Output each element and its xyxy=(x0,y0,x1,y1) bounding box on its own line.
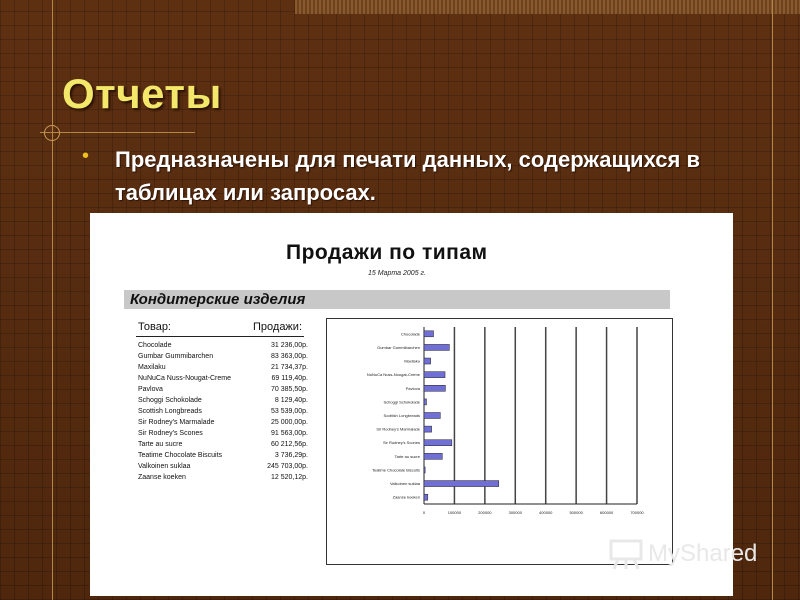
sales-value: 31 236,00р. xyxy=(271,342,308,349)
y-tick-label: Gumbar Gummibarchen xyxy=(377,344,420,350)
slide-title: Отчеты xyxy=(62,70,222,117)
chart-bar xyxy=(424,440,452,446)
bullet-icon: • xyxy=(82,145,90,167)
x-tick-label: 500000 xyxy=(569,510,583,515)
product-name: Chocolade xyxy=(138,342,172,349)
sales-value: 91 563,00р. xyxy=(271,430,308,437)
sales-value: 8 129,40р. xyxy=(274,397,308,404)
chart-bar xyxy=(424,385,445,391)
table-row xyxy=(138,395,308,406)
decorative-line xyxy=(40,132,195,133)
sales-bar-chart xyxy=(327,319,672,564)
chart-bar xyxy=(424,426,432,432)
table-row xyxy=(138,406,308,417)
sales-value: 53 539,00р. xyxy=(271,408,308,415)
sales-value: 70 385,50р. xyxy=(271,386,308,393)
decorative-top-strip xyxy=(295,0,800,14)
sales-value: 3 736,29р. xyxy=(274,452,308,459)
chart-bar xyxy=(424,399,426,405)
chart-bar xyxy=(424,453,442,459)
y-tick-label: Sir Rodney's Scones xyxy=(382,440,420,446)
x-tick-label: 700000 xyxy=(630,510,644,515)
chart-bar xyxy=(424,372,445,378)
y-tick-label: Schoggi Schokolade xyxy=(383,399,420,405)
sales-value: 25 000,00р. xyxy=(271,419,308,426)
category-label: Кондитерские изделия xyxy=(130,291,306,308)
product-name: Scottish Longbreads xyxy=(138,408,202,415)
product-name: Sir Rodney's Marmalade xyxy=(138,419,215,426)
table-row xyxy=(138,384,308,395)
category-header xyxy=(124,290,670,309)
product-name: Tarte au sucre xyxy=(138,441,183,448)
product-name: Pavlova xyxy=(138,386,163,393)
table-row xyxy=(138,417,308,428)
watermark xyxy=(608,537,758,576)
table-row xyxy=(138,461,308,472)
table-row xyxy=(138,373,308,384)
y-tick-label: Valkoinen suklaa xyxy=(390,481,420,487)
bullet-text: Предназначены для печати данных, содержащихся в таблицах или запросах. xyxy=(115,147,700,205)
y-tick-label: Sir Rodney's Marmalade xyxy=(376,426,420,432)
y-tick-label: NuNuCa Nuss-Nougat-Creme xyxy=(366,372,420,378)
decorative-circle xyxy=(44,125,60,141)
product-name: Teatime Chocolate Biscuits xyxy=(138,452,223,459)
presentation-board-icon xyxy=(608,537,644,571)
decorative-line xyxy=(52,0,53,600)
chart-bar xyxy=(424,413,440,419)
x-tick-label: 100000 xyxy=(447,510,462,515)
chart-bar xyxy=(424,494,428,500)
y-tick-label: Tarte au sucre xyxy=(394,453,420,459)
table-row xyxy=(138,450,308,461)
product-name: Zaanse koeken xyxy=(138,474,186,481)
table-row xyxy=(138,439,308,450)
y-tick-label: Pavlova xyxy=(405,385,420,391)
decorative-line xyxy=(772,0,773,600)
x-tick-label: 600000 xyxy=(599,510,614,515)
x-tick-label: 400000 xyxy=(539,510,553,515)
report-rows xyxy=(138,340,308,483)
sales-value: 69 119,40р. xyxy=(271,375,308,382)
y-tick-label: Scottish Longbreads xyxy=(383,413,420,418)
sales-value: 83 363,00р. xyxy=(271,353,308,360)
product-name: NuNuCa Nuss-Nougat-Creme xyxy=(138,375,231,382)
report-title: Продажи по типам xyxy=(286,241,488,264)
x-tick-label: 0 xyxy=(422,510,426,515)
sales-value: 60 212,56р. xyxy=(271,441,308,448)
table-row xyxy=(138,351,308,362)
product-name: Schoggi Schokolade xyxy=(138,397,202,404)
y-tick-label: Teatime Chocolate Biscuits xyxy=(371,467,420,473)
chart-bar xyxy=(424,331,434,337)
chart-bar xyxy=(424,467,425,473)
chart-bar xyxy=(424,481,499,487)
report-date: 15 Марта 2005 г. xyxy=(368,270,426,277)
watermark-text: MyShared xyxy=(648,540,758,567)
sales-value: 245 703,00р. xyxy=(267,463,308,470)
x-tick-label: 300000 xyxy=(508,510,522,515)
product-name: Maxilaku xyxy=(138,364,166,371)
header-divider xyxy=(136,336,304,337)
y-tick-label: Maxilaku xyxy=(404,358,420,364)
table-row xyxy=(138,340,308,351)
table-row xyxy=(138,428,308,439)
chart-frame xyxy=(326,318,673,565)
product-name: Valkoinen suklaa xyxy=(138,463,191,470)
chart-bar xyxy=(424,344,449,350)
y-tick-label: Chocolade xyxy=(400,331,420,337)
y-tick-label: Zaanse koeken xyxy=(392,494,420,500)
sales-value: 21 734,37р. xyxy=(271,364,308,371)
table-row xyxy=(138,362,308,373)
column-header-sales: Продажи: xyxy=(253,321,302,333)
chart-bar xyxy=(424,358,431,364)
product-name: Gumbar Gummibarchen xyxy=(138,353,214,360)
sales-value: 12 520,12р. xyxy=(271,474,308,481)
product-name: Sir Rodney's Scones xyxy=(138,430,203,437)
column-header-product: Товар: xyxy=(138,321,171,333)
table-row xyxy=(138,472,308,483)
x-tick-label: 200000 xyxy=(478,510,492,515)
